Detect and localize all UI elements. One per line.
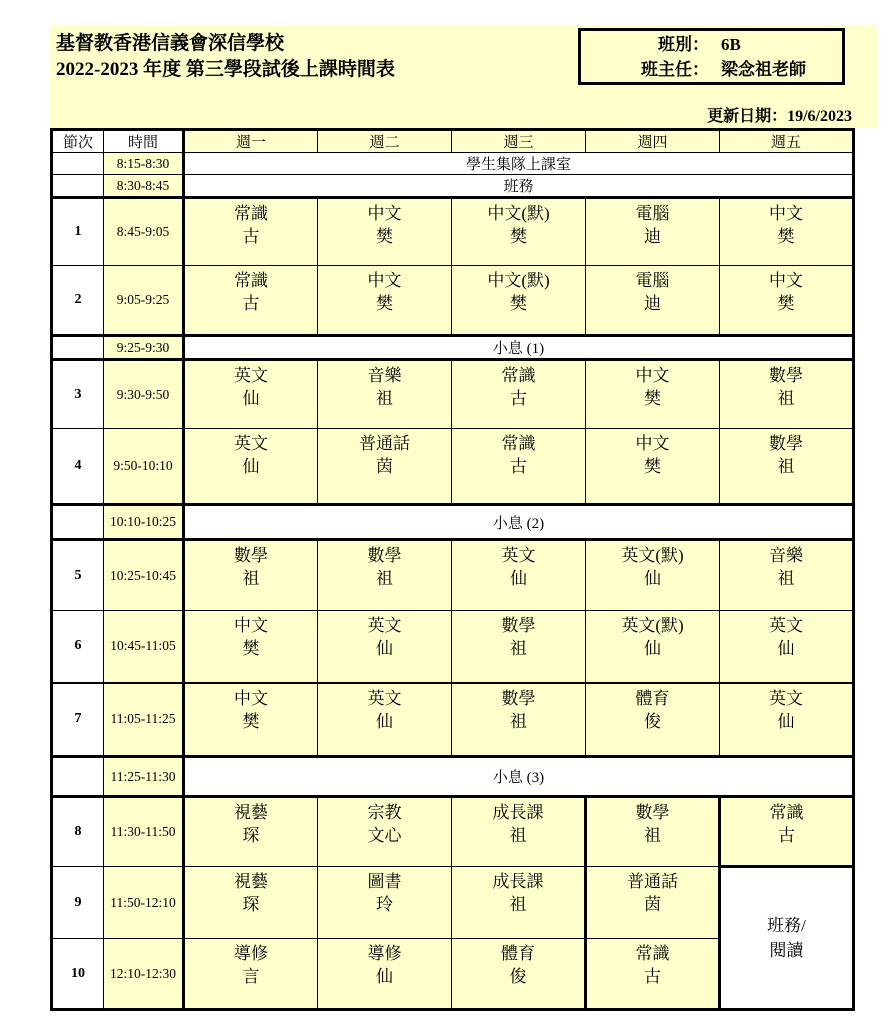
- class-info-box: [578, 28, 845, 85]
- subject-label: 圖書: [367, 872, 402, 891]
- teacher-label: 祖: [644, 826, 661, 845]
- assembly-row: [52, 153, 854, 175]
- lesson-cell: [720, 611, 854, 683]
- teacher-label: 樊: [242, 639, 260, 658]
- teacher-label: 祖: [777, 457, 795, 476]
- subject-label: 視藝: [234, 803, 268, 822]
- time-cell: 11:05-11:25: [104, 683, 184, 757]
- lesson-cell: [452, 939, 586, 1010]
- classwork-row: [52, 175, 854, 198]
- time-cell: 9:05-9:25: [104, 266, 184, 336]
- subject-label: 導修: [367, 944, 402, 963]
- subject-label: 數學: [501, 688, 536, 708]
- subject-label: 數學: [769, 366, 803, 385]
- subject-label: 英文: [234, 366, 268, 385]
- lesson-cell: [452, 867, 586, 939]
- class-teacher-value: 梁念祖老師: [721, 59, 806, 79]
- subject-label: 電腦: [635, 271, 670, 290]
- lesson-cell: [184, 266, 318, 336]
- subject-label: 常識: [769, 803, 804, 822]
- header-band: [50, 25, 878, 128]
- merged-cell-line1: 班務/: [767, 916, 806, 935]
- period-number-cell: 9: [52, 867, 104, 939]
- lesson-cell: [318, 939, 452, 1010]
- period-6-row: [52, 611, 854, 683]
- teacher-label: 樊: [510, 227, 527, 246]
- subject-label: 英文: [501, 546, 536, 565]
- subject-label: 音樂: [367, 366, 402, 385]
- assembly-cell: 學生集隊上課室: [184, 153, 854, 175]
- time-cell: 8:45-9:05: [104, 198, 184, 266]
- teacher-label: 言: [242, 967, 260, 986]
- break-cell: 小息 (1): [184, 336, 854, 360]
- class-row: [581, 32, 842, 57]
- lesson-cell: [452, 683, 586, 757]
- period-number-cell: 6: [52, 611, 104, 683]
- subject-label: 電腦: [635, 204, 670, 223]
- teacher-label: 仙: [242, 389, 260, 408]
- teacher-label: 祖: [376, 389, 393, 408]
- period-number-cell: [52, 153, 104, 175]
- lesson-cell: [720, 540, 854, 611]
- lesson-cell: [318, 540, 452, 611]
- subject-label: 英文: [234, 434, 268, 453]
- period-number-cell: [52, 505, 104, 540]
- subject-label: 體育: [635, 688, 670, 708]
- time-cell: 8:30-8:45: [104, 175, 184, 198]
- teacher-label: 仙: [644, 569, 661, 588]
- teacher-label: 古: [510, 457, 527, 476]
- period-2-row: [52, 266, 854, 336]
- subject-label: 中文: [769, 204, 803, 223]
- lesson-cell: [318, 797, 452, 867]
- lesson-cell: [586, 939, 720, 1010]
- lesson-cell: [720, 797, 854, 867]
- col-header-tue: 週二: [318, 130, 452, 153]
- merged-cell-line2: 閱讀: [769, 941, 804, 960]
- break-1-row: [52, 336, 854, 360]
- subject-label: 中文: [367, 204, 402, 223]
- lesson-cell: [318, 266, 452, 336]
- teacher-label: 祖: [777, 569, 795, 588]
- teacher-label: 仙: [510, 569, 527, 588]
- lesson-cell: [184, 429, 318, 505]
- lesson-cell: [720, 429, 854, 505]
- teacher-label: 玲: [376, 895, 393, 914]
- time-cell: 12:10-12:30: [104, 939, 184, 1010]
- subject-label: 數學: [501, 616, 536, 635]
- subject-label: 英文: [367, 688, 402, 708]
- subject-label: 英文: [769, 616, 803, 635]
- time-cell: 11:25-11:30: [104, 757, 184, 797]
- col-header-thu: 週四: [586, 130, 720, 153]
- lesson-cell: [184, 683, 318, 757]
- col-header-mon: 週一: [184, 130, 318, 153]
- col-header-fri: 週五: [720, 130, 854, 153]
- period-9-row: [52, 867, 854, 939]
- teacher-label: 茵: [376, 457, 393, 476]
- teacher-label: 樊: [777, 294, 795, 313]
- lesson-cell: [586, 867, 720, 939]
- teacher-label: 仙: [376, 967, 393, 986]
- subject-label: 中文: [367, 271, 402, 290]
- teacher-label: 俊: [644, 711, 661, 731]
- lesson-cell: [318, 198, 452, 266]
- subject-label: 音樂: [769, 546, 803, 565]
- lesson-cell: [184, 611, 318, 683]
- lesson-cell: [318, 611, 452, 683]
- lesson-cell: [452, 540, 586, 611]
- teacher-label: 仙: [242, 457, 260, 476]
- lesson-cell: [586, 360, 720, 429]
- break-cell: 小息 (3): [184, 757, 854, 797]
- subject-label: 常識: [635, 944, 670, 963]
- period-number-cell: 7: [52, 683, 104, 757]
- lesson-cell: [452, 198, 586, 266]
- subject-label: 中文: [635, 366, 670, 385]
- teacher-label: 迪: [644, 294, 661, 313]
- lesson-cell: [586, 683, 720, 757]
- time-cell: 10:10-10:25: [104, 505, 184, 540]
- teacher-label: 文心: [367, 826, 402, 845]
- class-teacher-row: [581, 57, 842, 82]
- subject-label: 普通話: [359, 434, 410, 453]
- timetable: [50, 128, 855, 1011]
- teacher-label: 仙: [644, 639, 661, 658]
- period-number-cell: [52, 175, 104, 198]
- teacher-label: 古: [242, 227, 260, 246]
- teacher-label: 古: [778, 826, 795, 845]
- lesson-cell: [318, 360, 452, 429]
- break-2-row: [52, 505, 854, 540]
- lesson-cell: [586, 797, 720, 867]
- lesson-cell: [184, 198, 318, 266]
- time-cell: 9:50-10:10: [104, 429, 184, 505]
- lesson-cell: [452, 429, 586, 505]
- break-cell: 小息 (2): [184, 505, 854, 540]
- period-number-cell: 3: [52, 360, 104, 429]
- teacher-label: 古: [242, 294, 260, 313]
- teacher-label: 茵: [644, 895, 661, 914]
- col-header-wed: 週三: [452, 130, 586, 153]
- subject-label: 導修: [234, 944, 268, 963]
- classwork-cell: 班務: [184, 175, 854, 198]
- period-5-row: [52, 540, 854, 611]
- subject-label: 視藝: [234, 872, 268, 891]
- lesson-cell: [720, 266, 854, 336]
- lesson-cell: [720, 198, 854, 266]
- period-number-cell: 10: [52, 939, 104, 1010]
- time-cell: 9:30-9:50: [104, 360, 184, 429]
- subject-label: 英文(默): [621, 546, 684, 565]
- lesson-cell: [318, 867, 452, 939]
- period-7-row: [52, 683, 854, 757]
- lesson-cell: [586, 611, 720, 683]
- subject-label: 宗教: [367, 803, 402, 822]
- teacher-label: 古: [510, 389, 527, 408]
- timetable-header-row: [52, 130, 854, 153]
- teacher-label: 祖: [242, 569, 260, 588]
- teacher-label: 樊: [376, 294, 393, 313]
- subject-label: 常識: [501, 366, 536, 385]
- subject-label: 成長課: [492, 872, 544, 891]
- subject-label: 英文: [367, 616, 402, 635]
- lesson-cell: [720, 360, 854, 429]
- subject-label: 中文: [234, 688, 268, 708]
- lesson-cell: [184, 939, 318, 1010]
- time-cell: 8:15-8:30: [104, 153, 184, 175]
- subject-label: 常識: [234, 271, 268, 290]
- subject-label: 數學: [635, 803, 670, 822]
- period-number-cell: [52, 757, 104, 797]
- subject-label: 體育: [501, 944, 535, 963]
- subject-label: 常識: [234, 204, 268, 223]
- lesson-cell: [184, 360, 318, 429]
- subject-label: 中文: [769, 271, 803, 290]
- period-number-cell: 2: [52, 266, 104, 336]
- time-cell: 10:25-10:45: [104, 540, 184, 611]
- period-number-cell: [52, 336, 104, 360]
- teacher-label: 琛: [242, 895, 260, 914]
- subject-label: 中文: [234, 616, 268, 635]
- teacher-label: 仙: [777, 711, 795, 731]
- teacher-label: 樊: [644, 389, 661, 408]
- lesson-cell: [720, 683, 854, 757]
- lesson-cell: [452, 797, 586, 867]
- period-number-cell: 5: [52, 540, 104, 611]
- teacher-label: 樊: [242, 711, 260, 731]
- period-3-row: [52, 360, 854, 429]
- time-cell: 9:25-9:30: [104, 336, 184, 360]
- subject-label: 數學: [234, 546, 268, 565]
- teacher-label: 祖: [777, 389, 795, 408]
- subject-label: 中文: [635, 434, 670, 453]
- lesson-cell: [184, 797, 318, 867]
- lesson-cell: [586, 540, 720, 611]
- lesson-cell: [586, 266, 720, 336]
- subject-label: 數學: [367, 546, 402, 565]
- subject-label: 英文: [769, 688, 803, 708]
- teacher-label: 祖: [376, 569, 393, 588]
- time-cell: 10:45-11:05: [104, 611, 184, 683]
- period-8-row: [52, 797, 854, 867]
- period-number-cell: 4: [52, 429, 104, 505]
- school-name: 基督教香港信義會深信學校: [56, 33, 285, 54]
- lesson-cell: [452, 360, 586, 429]
- col-header-time: 時間: [104, 130, 184, 153]
- teacher-label: 祖: [509, 895, 527, 914]
- subject-label: 中文(默): [487, 204, 550, 223]
- lesson-cell: [318, 683, 452, 757]
- update-date: 更新日期：19/6/2023: [707, 108, 852, 125]
- teacher-label: 樊: [510, 294, 527, 313]
- lesson-cell: [586, 429, 720, 505]
- time-cell: 11:50-12:10: [104, 867, 184, 939]
- time-cell: 11:30-11:50: [104, 797, 184, 867]
- period-number-cell: 1: [52, 198, 104, 266]
- class-teacher-label: 班主任：: [641, 59, 709, 79]
- class-label: 班別：: [658, 34, 709, 54]
- period-1-row: [52, 198, 854, 266]
- teacher-label: 迪: [644, 227, 661, 246]
- teacher-label: 樊: [376, 227, 393, 246]
- lesson-cell: [184, 867, 318, 939]
- teacher-label: 琛: [242, 826, 260, 845]
- class-value: 6B: [721, 34, 741, 54]
- teacher-label: 祖: [510, 639, 527, 658]
- subject-label: 中文(默): [487, 271, 550, 290]
- subject-label: 普通話: [627, 872, 678, 891]
- lesson-cell: [452, 611, 586, 683]
- lesson-cell: [452, 266, 586, 336]
- teacher-label: 祖: [510, 711, 527, 731]
- period-number-cell: 8: [52, 797, 104, 867]
- teacher-label: 仙: [376, 711, 393, 731]
- lesson-cell: [184, 540, 318, 611]
- timetable-title: 2022-2023 年度 第三學段試後上課時間表: [56, 59, 395, 80]
- break-3-row: [52, 757, 854, 797]
- teacher-label: 仙: [777, 639, 795, 658]
- col-header-period: 節次: [52, 130, 104, 153]
- subject-label: 英文(默): [621, 616, 684, 635]
- friday-classwork-reading-cell: [720, 867, 854, 1010]
- lesson-cell: [318, 429, 452, 505]
- teacher-label: 古: [644, 967, 661, 986]
- teacher-label: 祖: [509, 826, 527, 845]
- teacher-label: 樊: [777, 227, 795, 246]
- period-4-row: [52, 429, 854, 505]
- subject-label: 常識: [501, 434, 536, 453]
- subject-label: 成長課: [492, 803, 544, 822]
- lesson-cell: [586, 198, 720, 266]
- subject-label: 數學: [769, 434, 803, 453]
- teacher-label: 仙: [376, 639, 393, 658]
- teacher-label: 俊: [509, 967, 527, 986]
- teacher-label: 樊: [644, 457, 661, 476]
